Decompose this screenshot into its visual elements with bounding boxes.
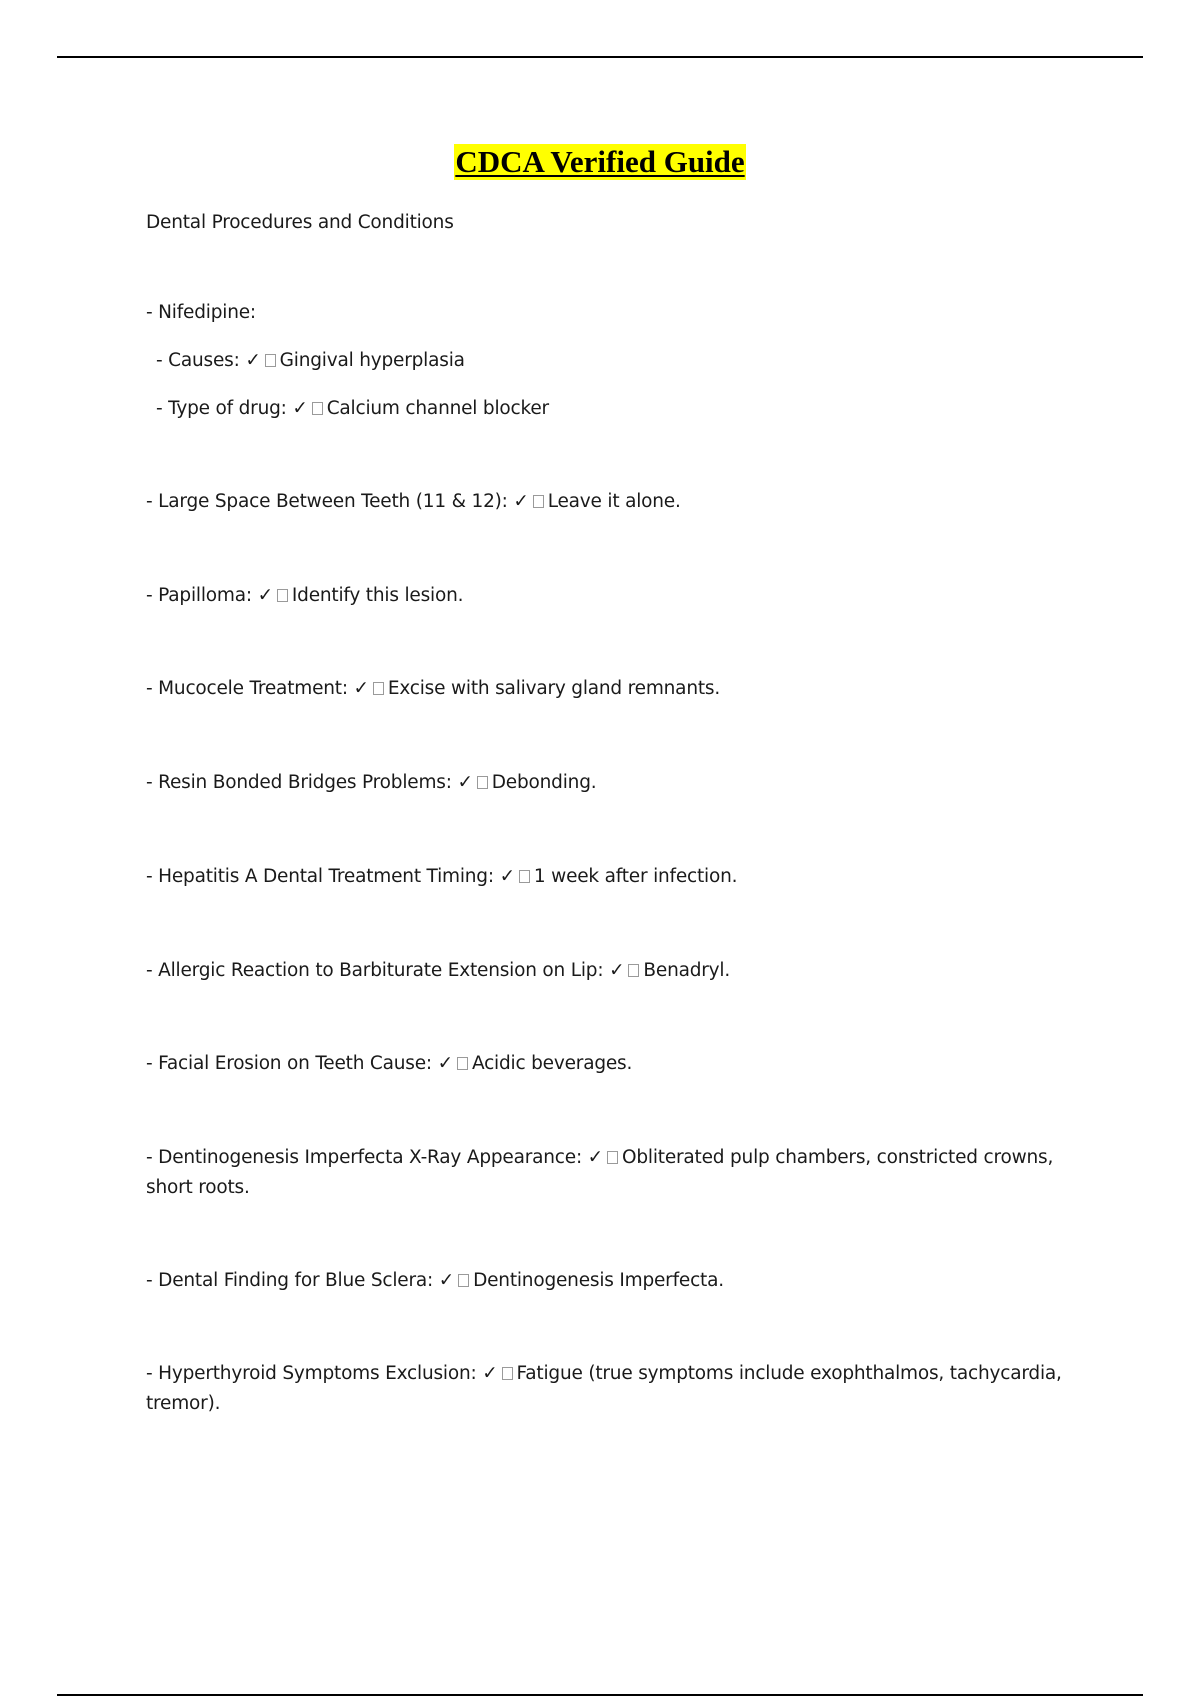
list-item [146,1049,1066,1079]
entry-answer: Leave it alone. [547,491,681,512]
list-item [146,862,1066,892]
top-rule [57,56,1143,58]
check-icon: ✓ [438,1270,455,1291]
entry-label: - Hepatitis A Dental Treatment Timing: [146,866,494,887]
box-glyph-icon [502,1367,513,1380]
entry-label: - Hyperthyroid Symptoms Exclusion: [146,1363,477,1384]
list-item [146,298,1066,328]
check-icon: ✓ [587,1147,603,1168]
title-container [0,144,1200,180]
entry-label: - Dentinogenesis Imperfecta X-Ray Appearance: [146,1147,582,1168]
box-glyph-icon [533,495,544,508]
check-icon: ✓ [609,960,625,981]
list-item [156,394,1076,424]
box-glyph-icon [265,354,276,367]
entry-answer: Calcium channel blocker [326,398,549,419]
bottom-rule [57,1694,1143,1696]
entry-label: - Mucocele Treatment: [146,678,348,699]
entry-label: - Type of drug: [156,398,287,419]
entry-label: - Dental Finding for Blue Sclera: [146,1270,434,1291]
list-item [146,956,1066,986]
check-icon: ✓ [437,1053,453,1074]
check-icon: ✓ [257,585,273,606]
list-item [146,674,1066,704]
section-subtitle: Dental Procedures and Conditions [146,212,454,233]
entry-answer: 1 week after infection. [533,866,738,887]
entry-answer: Obliterated pulp chambers, constricted crowns, short roots. [146,1147,1054,1198]
list-item [156,346,1076,376]
entry-label: - Resin Bonded Bridges Problems: [146,772,452,793]
list-item [146,581,1066,611]
entry-answer: Gingival hyperplasia [279,350,465,371]
entry-label: - Large Space Between Teeth (11 & 12): [146,491,508,512]
entry-label: - Allergic Reaction to Barbiturate Extension on Lip: [146,960,604,981]
box-glyph-icon [628,964,639,977]
box-glyph-icon [277,589,288,602]
check-icon: ✓ [353,678,369,699]
entry-answer: Debonding. [491,772,597,793]
entry-answer: Benadryl. [643,960,731,981]
list-item [146,1266,1066,1296]
check-icon: ✓ [245,350,261,371]
box-glyph-icon [312,402,323,415]
box-glyph-icon [457,1057,468,1070]
box-glyph-icon [607,1151,618,1164]
box-glyph-icon [458,1274,469,1287]
check-icon: ✓ [482,1363,498,1384]
check-icon: ✓ [513,491,529,512]
list-item [146,1359,1066,1419]
box-glyph-icon [477,776,488,789]
page-title: CDCA Verified Guide [455,144,745,179]
check-icon: ✓ [457,772,473,793]
entry-answer: Fatigue (true symptoms include exophthalmos, tachycardia, tremor). [146,1363,1062,1414]
entry-answer: Acidic beverages. [471,1053,633,1074]
box-glyph-icon [519,870,530,883]
entry-answer: Identify this lesion. [291,585,464,606]
entry-answer: Excise with salivary gland remnants. [387,678,721,699]
box-glyph-icon [373,682,384,695]
list-item [146,487,1066,517]
entry-label: - Facial Erosion on Teeth Cause: [146,1053,432,1074]
check-icon: ✓ [292,398,308,419]
entry-label: - Nifedipine: [146,302,256,323]
entry-answer: Dentinogenesis Imperfecta. [473,1270,724,1291]
list-item [146,768,1066,798]
list-item [146,1143,1066,1203]
entry-label: - Papilloma: [146,585,252,606]
entry-label: - Causes: [156,350,240,371]
check-icon: ✓ [499,866,515,887]
